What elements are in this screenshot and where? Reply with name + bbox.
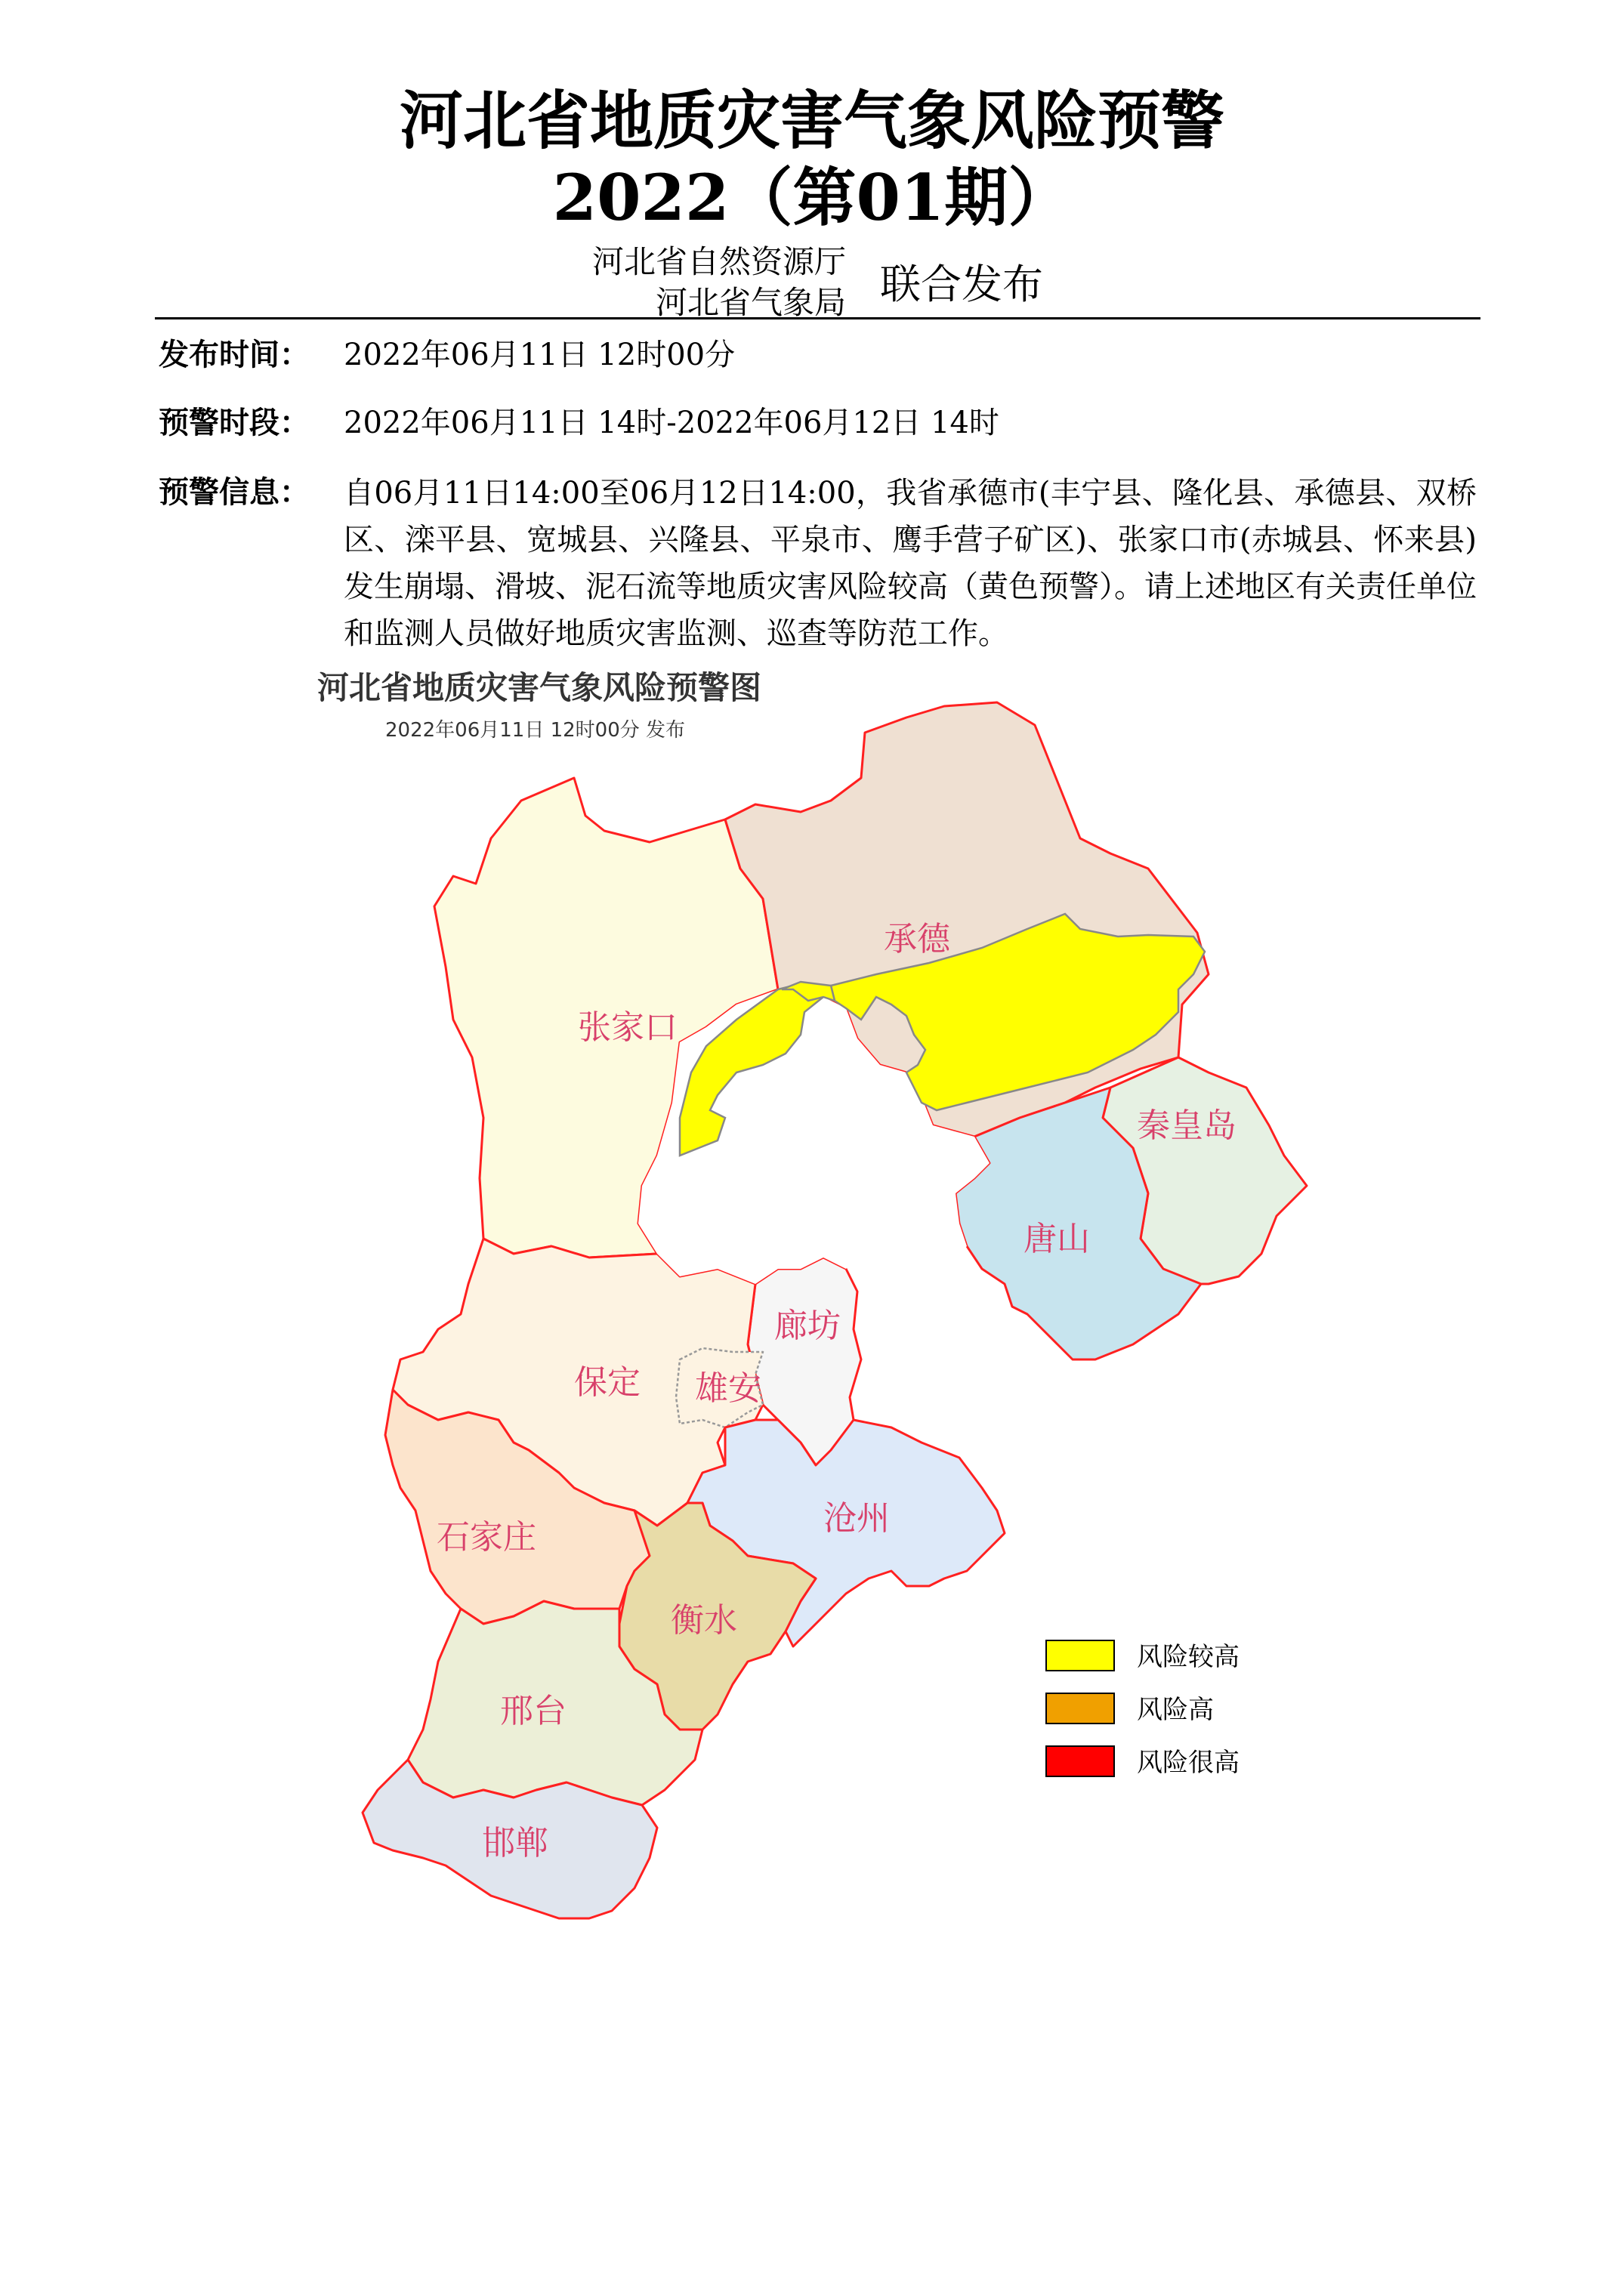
label-chengde: 承德	[884, 920, 950, 958]
label-zhangjiakou: 张家口	[578, 1008, 678, 1047]
label-xiongan: 雄安	[695, 1369, 761, 1408]
legend-swatch-high	[1046, 1693, 1114, 1724]
warning-period-value: 2022年06月11日 14时-2022年06月12日 14时	[344, 406, 999, 440]
label-baoding: 保定	[574, 1363, 641, 1402]
warning-period-label: 预警时段：	[159, 405, 310, 440]
label-handan: 邯郸	[482, 1824, 548, 1862]
warning-info-text: 自06月11日14:00至06月12日14:00，我省承德市(丰宁县、隆化县、承德县、双桥区、滦平县、宽城县、兴隆县、平泉市、鹰手营子矿区)、张家口市(赤城县、怀来县)发生崩塌、滑坡、泥石流等地质灾害风险较高（黄色预警）。请上述地区有关责任单位和监测人员做好地质灾害监测、巡查等防范工作。	[344, 476, 1477, 651]
legend-label-higher: 风险较高	[1137, 1642, 1240, 1672]
legend-swatch-higher	[1046, 1640, 1114, 1671]
label-hengshui: 衡水	[671, 1601, 737, 1640]
label-qinhuangdao: 秦皇岛	[1137, 1106, 1237, 1145]
legend-label-high: 风险高	[1137, 1695, 1214, 1725]
map-title: 河北省地质灾害气象风险预警图	[317, 669, 762, 706]
document-title: 河北省地质灾害气象风险预警	[399, 83, 1224, 158]
joint-release: 联合发布	[880, 261, 1043, 308]
publish-time-value: 2022年06月11日 12时00分	[344, 338, 736, 372]
issuer-meteorological: 河北省气象局	[655, 284, 846, 321]
label-langfang: 廊坊	[774, 1307, 841, 1345]
legend-label-very-high: 风险很高	[1137, 1748, 1240, 1778]
map-subtitle: 2022年06月11日 12时00分 发布	[385, 719, 686, 742]
publish-time-label: 发布时间：	[159, 337, 310, 372]
issuer-natural-resources: 河北省自然资源厅	[591, 243, 846, 280]
label-cangzhou: 沧州	[823, 1499, 890, 1538]
warning-info-label: 预警信息：	[159, 474, 310, 510]
legend-swatch-very-high	[1046, 1746, 1114, 1776]
map-legend	[1046, 1640, 1240, 1778]
issue-number: 2022（第01期）	[552, 160, 1072, 235]
label-shijiazhuang: 石家庄	[437, 1518, 536, 1557]
label-xingtai: 邢台	[500, 1692, 567, 1730]
label-tangshan: 唐山	[1023, 1220, 1090, 1258]
